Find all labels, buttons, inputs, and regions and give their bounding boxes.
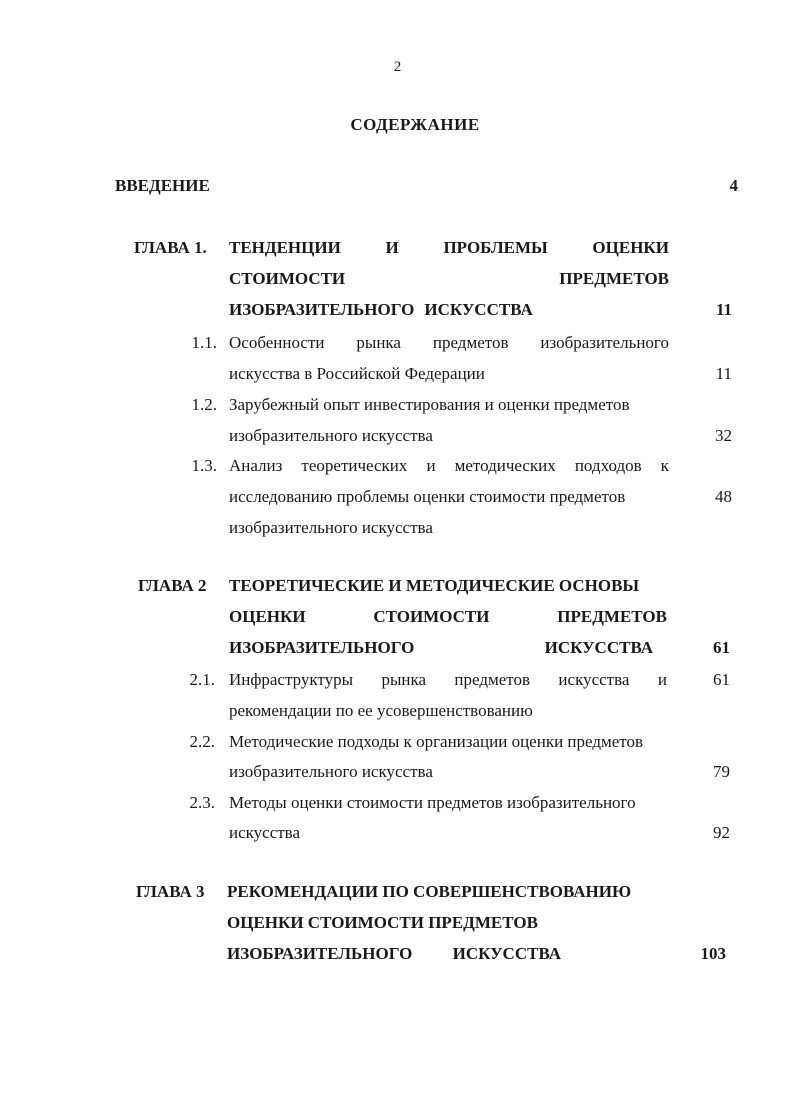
section-2-1-line-1 — [229, 670, 667, 690]
section-2-2-line-1 — [229, 732, 643, 752]
text: искусства — [229, 823, 301, 842]
word: и — [657, 670, 667, 689]
section-1-1-page: 11 — [715, 364, 732, 383]
section-1-1-line-2 — [229, 364, 485, 384]
word: СТОИМОСТИ — [373, 607, 490, 626]
chapter-3-label: ГЛАВА 3 — [136, 882, 205, 901]
chapter-1-page: 11 — [715, 300, 732, 319]
section-1-2-page: 32 — [715, 426, 732, 445]
word: Анализ — [229, 456, 283, 475]
chapter-2-label: ГЛАВА 2 — [138, 576, 207, 595]
chapter-3-title-line-1 — [227, 882, 631, 902]
toc-intro-label: ВВЕДЕНИЕ — [115, 176, 210, 195]
chapter-1-title-line-1 — [229, 238, 669, 258]
section-2-1-number: 2.1. — [189, 670, 215, 689]
text: исследованию проблемы оценки стоимости предметов — [229, 487, 626, 506]
chapter-3-page: 103 — [700, 944, 726, 963]
word: ИЗОБРАЗИТЕЛЬНОГО — [229, 300, 415, 319]
word: ИСКУССТВА — [544, 638, 653, 657]
chapter-2-title-line-2 — [229, 607, 667, 627]
chapter-1-label: ГЛАВА 1. — [134, 238, 207, 257]
section-2-2-page: 79 — [713, 762, 730, 781]
chapter-3-title-line-2 — [227, 913, 538, 933]
text: ТЕОРЕТИЧЕСКИЕ И МЕТОДИЧЕСКИЕ ОСНОВЫ — [229, 576, 640, 595]
section-2-1-page: 61 — [713, 670, 730, 689]
chapter-3-title-line-3 — [227, 944, 561, 964]
text: изобразительного искусства — [229, 518, 433, 537]
word: искусства — [558, 670, 630, 689]
text: Зарубежный опыт инвестирования и оценки предметов — [229, 395, 630, 414]
chapter-2-title-line-3 — [229, 638, 653, 658]
section-1-3-line-1 — [229, 456, 669, 476]
word: СТОИМОСТИ — [229, 269, 346, 288]
section-1-3-number: 1.3. — [191, 456, 217, 475]
section-1-1-number: 1.1. — [191, 333, 217, 352]
word: ИСКУССТВА — [424, 300, 533, 319]
section-1-2-line-1 — [229, 395, 629, 415]
word: рынка — [381, 670, 427, 689]
word: ПРОБЛЕМЫ — [443, 238, 548, 257]
word: ОЦЕНКИ — [229, 607, 306, 626]
word: Особенности — [229, 333, 325, 352]
section-1-2-number: 1.2. — [191, 395, 217, 414]
word: теоретических — [301, 456, 408, 475]
word: к — [660, 456, 669, 475]
section-2-3-number: 2.3. — [189, 793, 215, 812]
section-2-2-line-2 — [229, 762, 433, 782]
word: ИЗОБРАЗИТЕЛЬНОГО — [229, 638, 415, 657]
text: изобразительного искусства — [229, 426, 433, 445]
word: Инфраструктуры — [229, 670, 354, 689]
section-2-3-line-2 — [229, 823, 300, 843]
chapter-1-title-line-2 — [229, 269, 669, 289]
section-1-3-line-3 — [229, 518, 433, 538]
word: И — [385, 238, 399, 257]
toc-intro-page: 4 — [729, 176, 738, 195]
word: подходов — [574, 456, 642, 475]
chapter-2-title-line-1 — [229, 576, 639, 596]
word: ИСКУССТВА — [452, 944, 561, 963]
page-number: 2 — [393, 59, 402, 75]
toc-title: СОДЕРЖАНИЕ — [350, 115, 480, 134]
section-2-2-number: 2.2. — [189, 732, 215, 751]
chapter-2-page: 61 — [713, 638, 730, 657]
word: и — [426, 456, 436, 475]
word: предметов — [432, 333, 509, 352]
text: изобразительного искусства — [229, 762, 433, 781]
text: РЕКОМЕНДАЦИИ ПО СОВЕРШЕНСТВОВАНИЮ — [227, 882, 632, 901]
section-1-2-line-2 — [229, 426, 433, 446]
text: Методы оценки стоимости предметов изобразительного — [229, 793, 636, 812]
word: рынка — [356, 333, 401, 352]
section-2-3-line-1 — [229, 793, 636, 813]
word: ПРЕДМЕТОВ — [559, 269, 669, 288]
section-1-3-page: 48 — [715, 487, 732, 506]
text: рекомендации по ее усовершенствованию — [229, 701, 533, 720]
chapter-1-title-line-3 — [229, 300, 669, 320]
word: методических — [454, 456, 556, 475]
section-1-3-line-2 — [229, 487, 625, 507]
section-2-3-page: 92 — [713, 823, 730, 842]
word: ТЕНДЕНЦИИ — [229, 238, 341, 257]
word: ОЦЕНКИ — [592, 238, 669, 257]
section-2-1-line-2 — [229, 701, 533, 721]
section-1-1-line-1 — [229, 333, 669, 353]
text: ОЦЕНКИ СТОИМОСТИ ПРЕДМЕТОВ — [227, 913, 538, 932]
word: ИЗОБРАЗИТЕЛЬНОГО — [227, 944, 413, 963]
word: предметов — [454, 670, 531, 689]
word: изобразительного — [540, 333, 669, 352]
text: искусства в Российской Федерации — [229, 364, 485, 383]
word: ПРЕДМЕТОВ — [557, 607, 667, 626]
text: Методические подходы к организации оценки предметов — [229, 732, 644, 751]
